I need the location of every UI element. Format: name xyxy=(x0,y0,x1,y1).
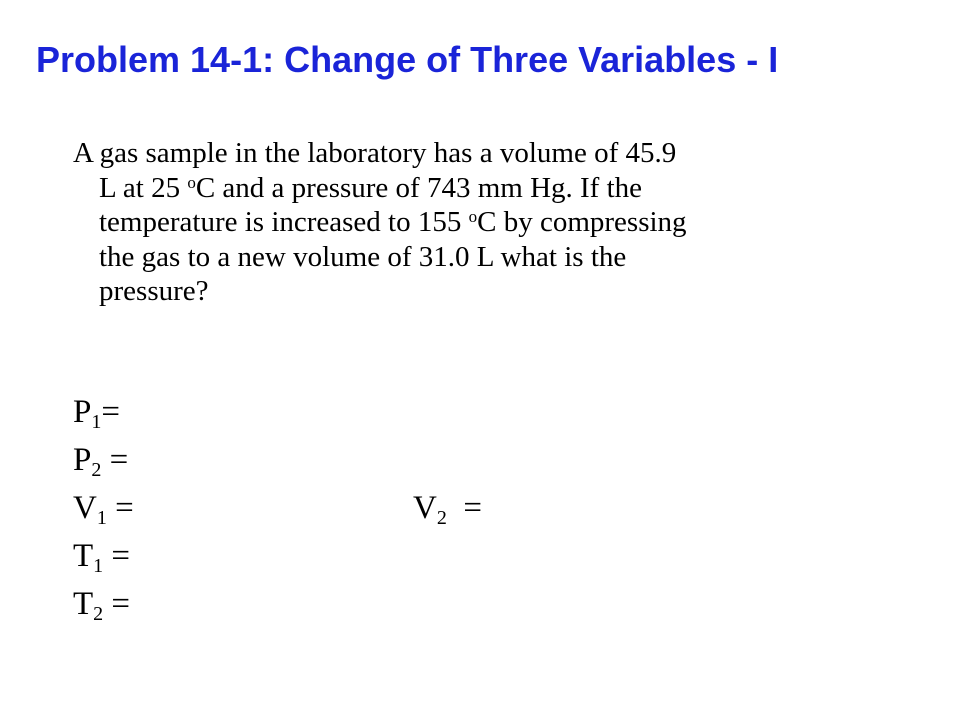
variable-letter: T xyxy=(73,586,94,622)
variable-v2 xyxy=(413,484,482,532)
problem-text: C by compressing xyxy=(477,206,687,238)
variable-letter: P xyxy=(73,442,92,478)
variable-row-p1 xyxy=(73,388,134,436)
equals-sign: = xyxy=(446,490,482,526)
variable-subscript: 2 xyxy=(91,459,102,481)
variable-letter: V xyxy=(73,490,97,526)
equals-sign: = xyxy=(103,586,131,622)
variable-subscript: 2 xyxy=(436,507,447,529)
problem-text: C and a pressure of 743 mm Hg. If the xyxy=(195,171,643,204)
variable-subscript: 2 xyxy=(93,603,104,625)
problem-line-2 xyxy=(73,171,893,206)
variable-row-t1 xyxy=(73,532,134,580)
variable-row-t2 xyxy=(73,580,134,628)
problem-statement xyxy=(73,136,893,309)
problem-text: temperature is increased to 155 xyxy=(99,206,469,238)
problem-text: L at 25 xyxy=(99,171,188,204)
variable-subscript: 1 xyxy=(91,411,102,433)
problem-line-4: the gas to a new volume of 31.0 L what is the xyxy=(99,240,627,273)
slide-title: Problem 14-1: Change of Three Variables - I xyxy=(36,39,779,80)
variable-subscript: 1 xyxy=(96,507,107,529)
variable-list xyxy=(73,388,482,628)
variable-letter: P xyxy=(73,394,92,430)
problem-line-3 xyxy=(73,205,893,240)
variable-row-p2 xyxy=(73,436,134,484)
equals-sign: = xyxy=(101,442,129,478)
variable-letter: T xyxy=(73,538,94,574)
variable-row-v xyxy=(73,484,482,532)
degree-superscript: o xyxy=(187,172,196,192)
equals-sign: = xyxy=(101,394,120,430)
equals-sign: = xyxy=(103,538,131,574)
degree-superscript: o xyxy=(468,207,478,226)
equals-sign: = xyxy=(106,490,134,526)
problem-line-5: pressure? xyxy=(99,275,209,307)
problem-line-1: A gas sample in the laboratory has a volume of 45.9 xyxy=(73,137,677,169)
variable-letter: V xyxy=(413,490,437,526)
variable-subscript: 1 xyxy=(93,555,104,577)
